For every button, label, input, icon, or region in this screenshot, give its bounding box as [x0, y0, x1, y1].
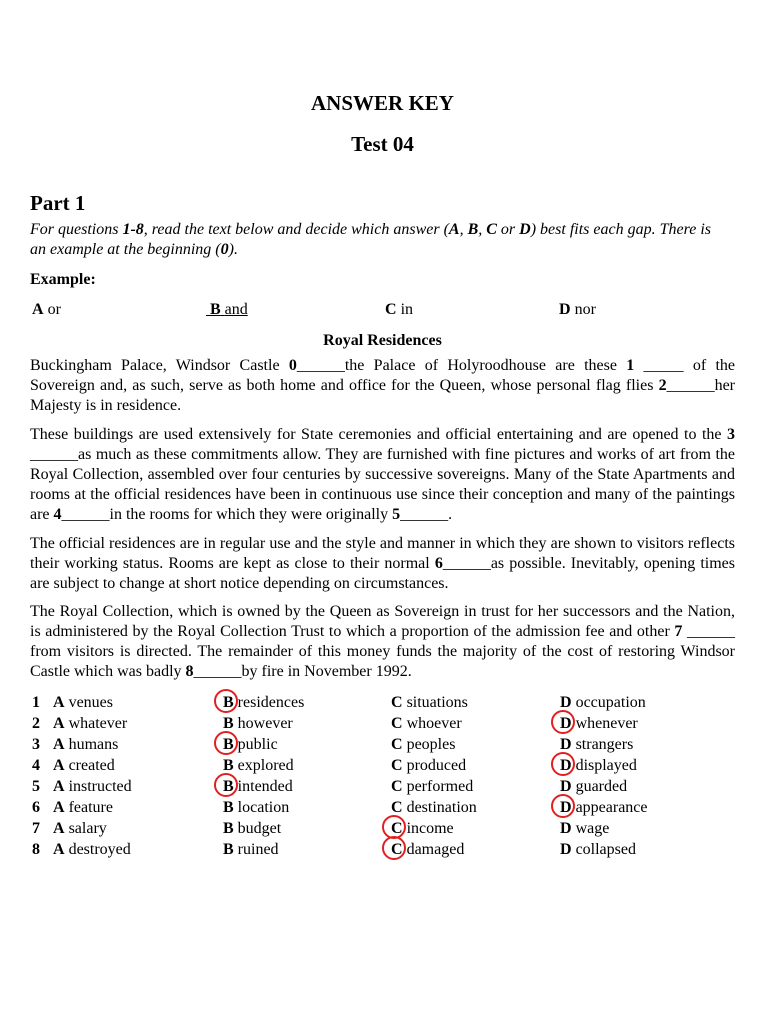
example-option-c: C in [385, 301, 414, 318]
question-number: 7 [32, 820, 40, 837]
passage-paragraph-1: Buckingham Palace, Windsor Castle 0______the Palace of Holyroodhouse are these 1 _____ of the Sovereign and, as such, serve as both home and office for the Queen, whose personal flag flies 2______her Majesty is in residence. [30, 357, 736, 414]
example-option-a: A or [32, 301, 61, 318]
option-word: peoples [406, 736, 456, 753]
option-a [53, 714, 127, 734]
option-word: occupation [575, 694, 646, 711]
option-word: intended [237, 778, 293, 795]
option-word: budget [237, 820, 282, 837]
option-letter: B [223, 841, 234, 858]
option-letter: C [391, 778, 403, 795]
option-letter: B [223, 694, 234, 711]
answer-row [30, 798, 735, 819]
question-number: 3 [32, 736, 40, 753]
example-option-b: B and [210, 301, 248, 318]
option-word: residences [237, 694, 305, 711]
option-word: collapsed [575, 841, 636, 858]
option-letter: A [53, 778, 65, 795]
option-b [223, 714, 293, 734]
option-word: salary [68, 820, 107, 837]
option-letter: D [560, 757, 572, 774]
option-letter: A [53, 799, 65, 816]
example-option-d: D nor [559, 301, 596, 318]
option-word: created [68, 757, 115, 774]
option-letter: A [53, 841, 65, 858]
option-word: income [406, 820, 454, 837]
option-letter: A [53, 757, 65, 774]
option-b-correct [223, 735, 278, 755]
option-c [391, 777, 473, 797]
option-word: ruined [237, 841, 279, 858]
option-letter: D [560, 799, 572, 816]
answer-row [30, 819, 735, 840]
option-a [53, 777, 132, 797]
option-word: produced [406, 757, 467, 774]
option-letter: A [53, 715, 65, 732]
option-word: appearance [575, 799, 648, 816]
test-subtitle: Test 04 [351, 132, 414, 156]
option-letter: C [391, 799, 403, 816]
question-number: 8 [32, 841, 40, 858]
option-letter: D [560, 694, 572, 711]
option-a [53, 693, 113, 713]
option-d [560, 735, 633, 755]
option-word: whoever [406, 715, 462, 732]
option-b [223, 798, 289, 818]
option-word: however [237, 715, 293, 732]
option-letter: B [223, 820, 234, 837]
option-c [391, 693, 468, 713]
answer-row [30, 714, 735, 735]
answer-row [30, 777, 735, 798]
option-letter: A [53, 736, 65, 753]
example-label: Example: [30, 271, 96, 288]
option-word: instructed [68, 778, 132, 795]
option-letter: D [560, 715, 572, 732]
option-c [391, 714, 462, 734]
option-a [53, 798, 113, 818]
option-letter: C [391, 694, 403, 711]
option-letter: C [391, 841, 403, 858]
passage-paragraph-4: The Royal Collection, which is owned by the Queen as Sovereign in trust for her successors and the Nation, is administered by the Royal Collection Trust to which a proportion of the admission fee and other 7 ______ from visitors is directed. The remainder of this money funds the majority of the cost of restoring Windsor Castle which was badly 8______by fire in November 1992. [30, 603, 736, 680]
option-d [560, 840, 636, 860]
option-letter: B [223, 715, 234, 732]
option-word: displayed [575, 757, 637, 774]
option-c [391, 756, 466, 776]
option-letter: A [53, 820, 65, 837]
answer-row [30, 735, 735, 756]
option-word: whenever [575, 715, 638, 732]
option-d-correct [560, 714, 638, 734]
question-number: 4 [32, 757, 40, 774]
question-number: 6 [32, 799, 40, 816]
option-letter: C [391, 736, 403, 753]
instructions: For questions 1-8, read the text below and decide which answer (A, B, C or D) best fits each gap. There is an example at the beginning (0). [30, 221, 711, 258]
option-word: public [237, 736, 278, 753]
option-b [223, 819, 281, 839]
option-d [560, 777, 627, 797]
option-letter: C [391, 715, 403, 732]
option-letter: D [560, 778, 572, 795]
passage-paragraph-2: These buildings are used extensively for State ceremonies and official entertaining and are opened to the 3 ______as much as these commitments allow. They are furnished with fine pictures and works of art from the Royal Collection, assembled over four centuries by successive sovereigns. Many of the State Apartments and rooms at the official residences have been in continuous use since their conception and many of the paintings are 4______in the rooms for which they were originally 5______. [30, 426, 735, 523]
answer-row [30, 840, 735, 861]
option-d [560, 693, 646, 713]
answer-table [30, 693, 735, 861]
option-b [223, 756, 294, 776]
option-word: explored [237, 757, 294, 774]
option-letter: B [223, 736, 234, 753]
option-d-correct [560, 798, 648, 818]
option-d-correct [560, 756, 637, 776]
answer-row [30, 693, 735, 714]
option-word: performed [406, 778, 474, 795]
option-letter: B [223, 778, 234, 795]
question-number: 2 [32, 715, 40, 732]
option-c-correct [391, 819, 454, 839]
page-title: ANSWER KEY [311, 91, 454, 115]
option-letter: C [391, 757, 403, 774]
option-letter: D [560, 736, 572, 753]
option-a [53, 819, 107, 839]
option-c [391, 798, 477, 818]
part-heading: Part 1 [30, 191, 86, 215]
option-letter: C [391, 820, 403, 837]
option-a [53, 735, 118, 755]
option-word: guarded [575, 778, 628, 795]
question-number: 1 [32, 694, 40, 711]
option-a [53, 840, 131, 860]
option-letter: B [223, 757, 234, 774]
passage-title: Royal Residences [323, 332, 442, 349]
option-b [223, 840, 279, 860]
example-options [30, 300, 735, 320]
option-c-correct [391, 840, 464, 860]
option-word: strangers [575, 736, 634, 753]
option-word: destination [406, 799, 477, 816]
option-word: feature [68, 799, 113, 816]
option-letter: A [53, 694, 65, 711]
option-word: wage [575, 820, 610, 837]
option-word: damaged [406, 841, 465, 858]
option-letter: D [560, 841, 572, 858]
option-word: humans [68, 736, 119, 753]
question-number: 5 [32, 778, 40, 795]
option-letter: B [223, 799, 234, 816]
answer-row [30, 756, 735, 777]
option-b-correct [223, 777, 293, 797]
passage-paragraph-3: The official residences are in regular use and the style and manner in which they are shown to visitors reflects their working status. Rooms are kept as close to their normal 6______as possible. Inevitably, opening times are subject to change at short notice depending on circumstances. [30, 535, 736, 592]
option-c [391, 735, 455, 755]
option-word: destroyed [68, 841, 131, 858]
option-letter: D [560, 820, 572, 837]
option-word: situations [406, 694, 468, 711]
option-word: location [237, 799, 290, 816]
option-d [560, 819, 609, 839]
option-word: venues [68, 694, 113, 711]
option-word: whatever [68, 715, 128, 732]
option-a [53, 756, 115, 776]
option-b-correct [223, 693, 304, 713]
